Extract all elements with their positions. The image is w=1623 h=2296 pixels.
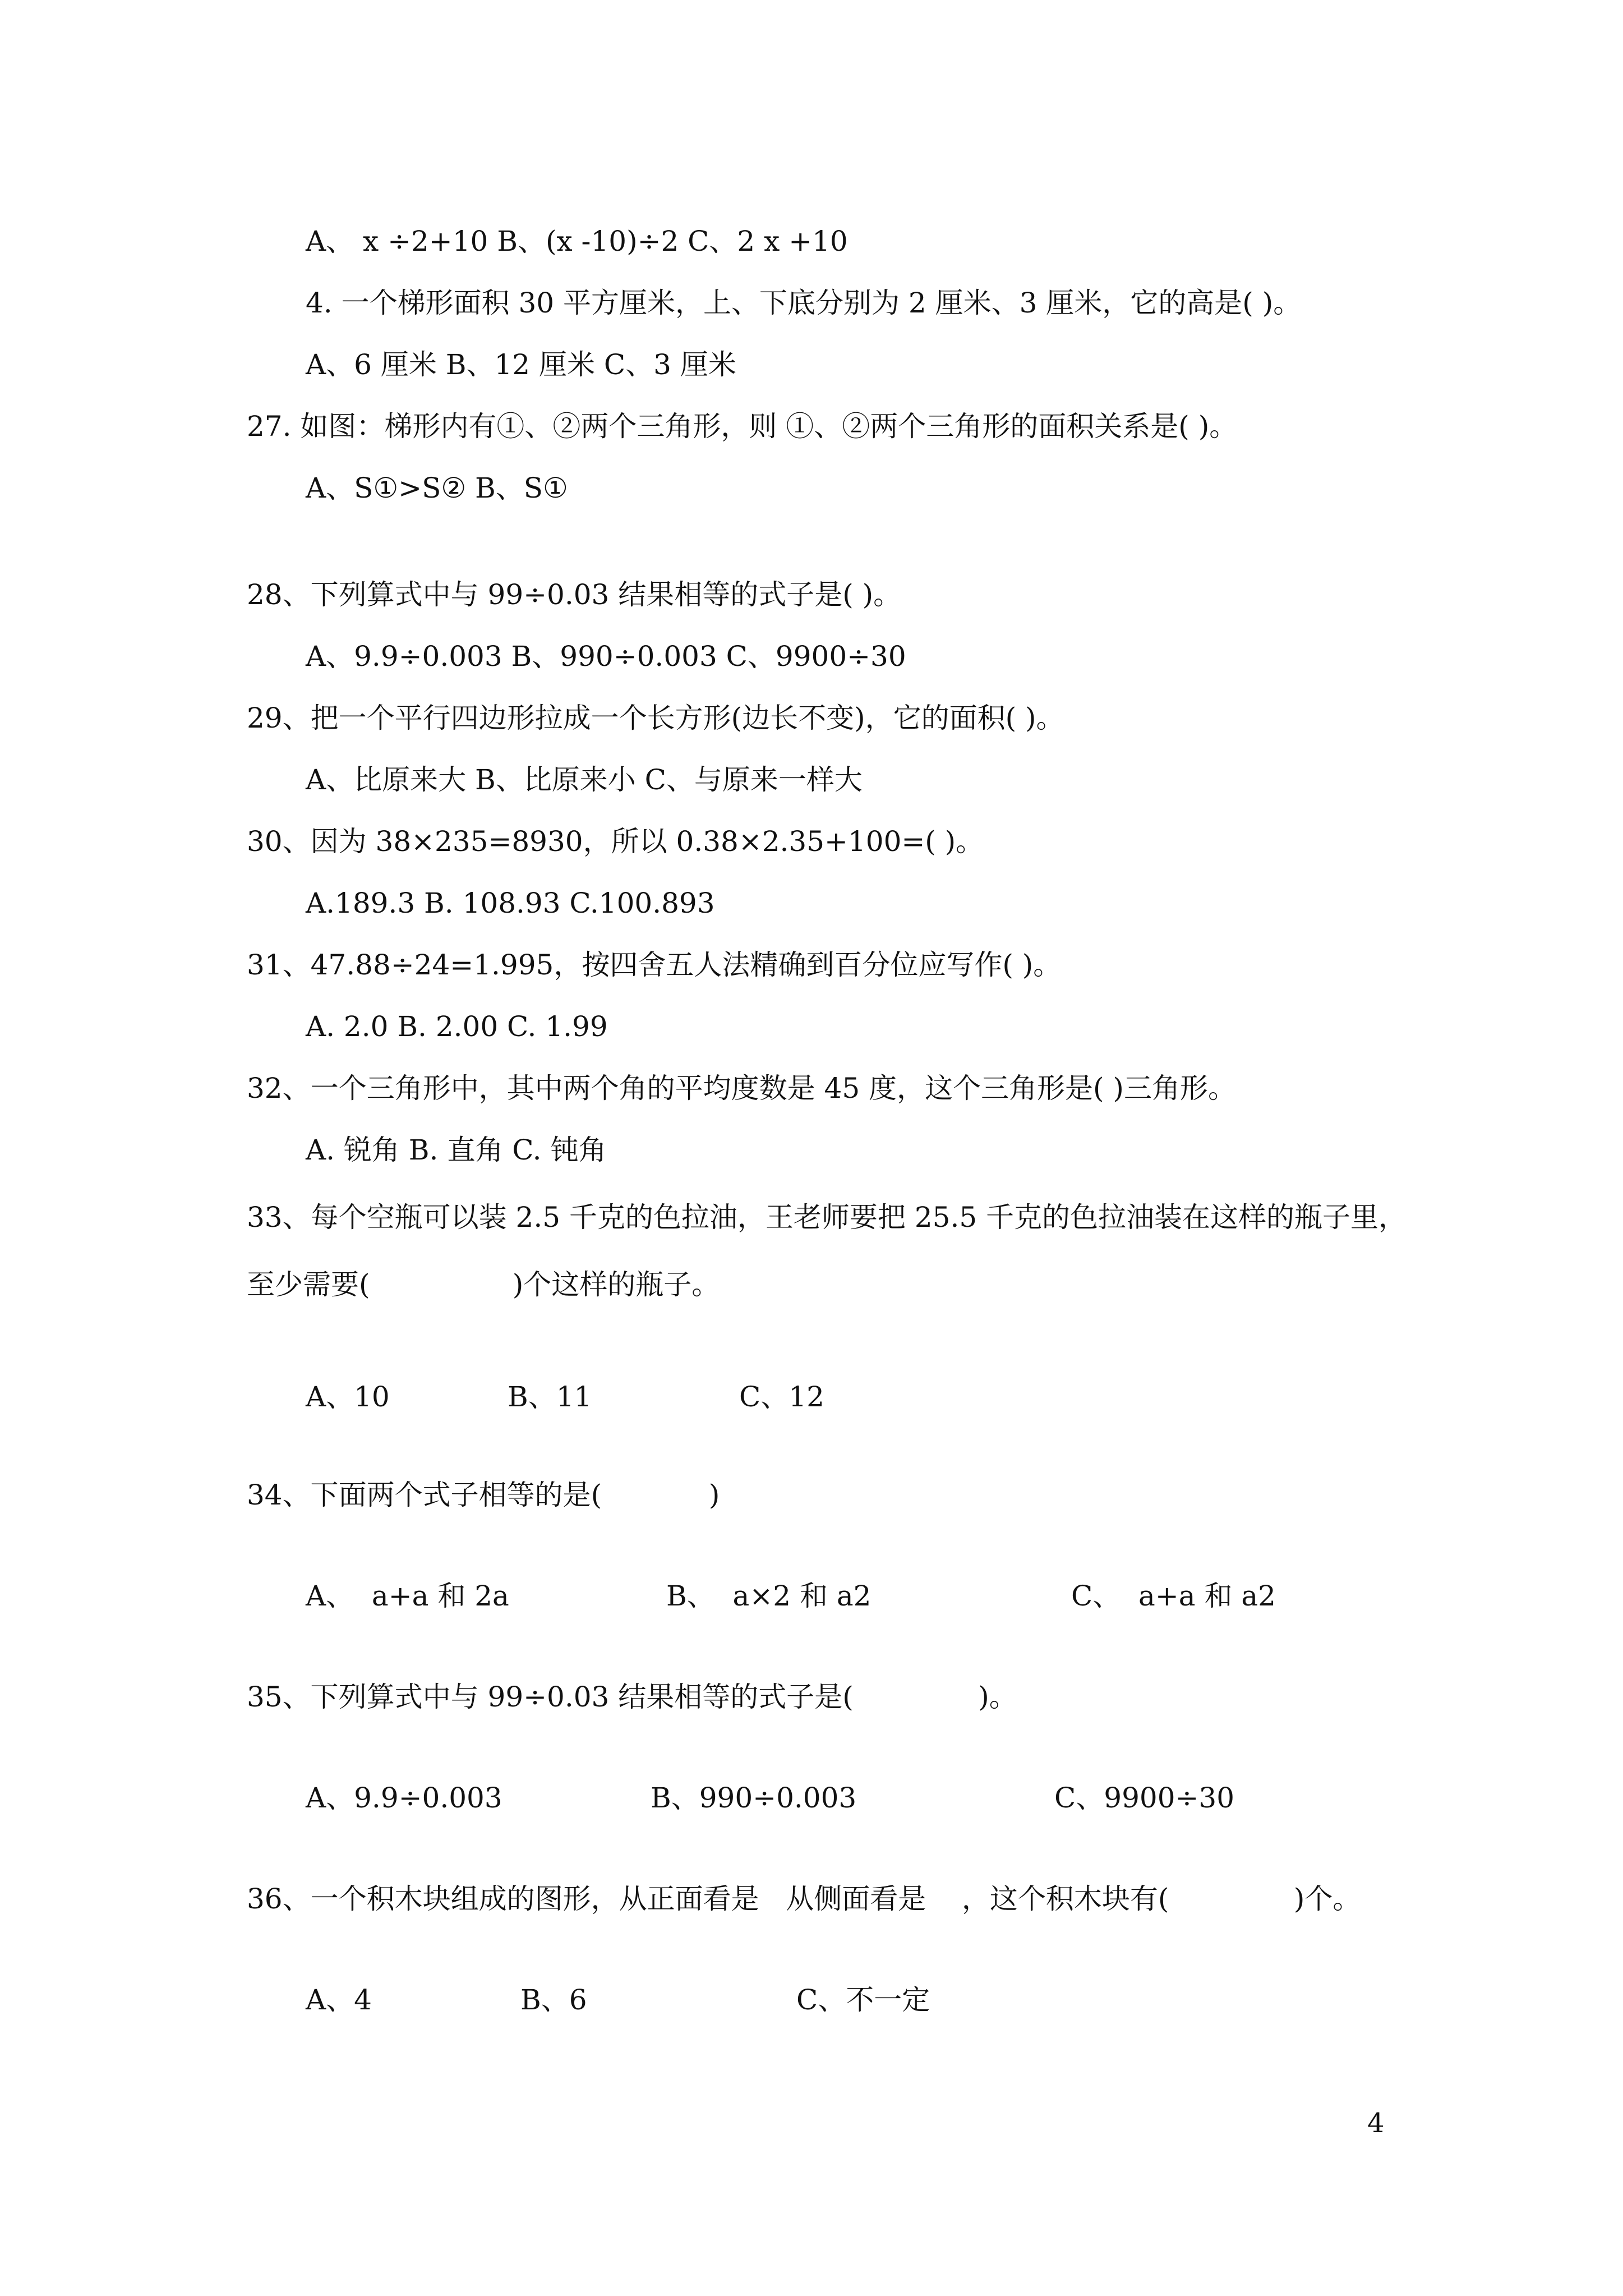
q35-option-b: B、990÷0.003 xyxy=(651,1782,857,1814)
page-number: 4 xyxy=(1367,2108,1385,2139)
q27-text: 27. 如图：梯形内有①、②两个三角形，则 ①、②两个三角形的面积关系是( )。 xyxy=(247,410,1238,443)
q33-text: 33、每个空瓶可以装 2.5 千克的色拉油，王老师要把 25.5 千克的色拉油装在这样的瓶子里， xyxy=(247,1201,1407,1234)
q34-option-b: B、 a×2 和 a2 xyxy=(666,1580,872,1612)
q36-option-a: A、4 xyxy=(306,1984,372,2016)
q34-option-c: C、 a+a 和 a2 xyxy=(1071,1580,1276,1612)
q34-option-a: A、 a+a 和 2a xyxy=(306,1580,509,1612)
q35-text: 35、下列算式中与 99÷0.03 结果相等的式子是( )。 xyxy=(247,1681,1017,1713)
q29-options: A、比原来大 B、比原来小 C、与原来一样大 xyxy=(306,763,863,796)
q32-options: A. 锐角 B. 直角 C. 钝角 xyxy=(306,1134,607,1166)
q33-option-b: B、11 xyxy=(508,1381,592,1413)
q35-option-a: A、9.9÷0.003 xyxy=(306,1782,502,1814)
q4-options: A、6 厘米 B、12 厘米 C、3 厘米 xyxy=(306,348,736,381)
q28-text: 28、下列算式中与 99÷0.03 结果相等的式子是( )。 xyxy=(247,578,902,611)
q36-option-b: B、6 xyxy=(520,1984,587,2016)
q32-text: 32、一个三角形中，其中两个角的平均度数是 45 度，这个三角形是( )三角形。 xyxy=(247,1072,1236,1105)
q33-option-c: C、12 xyxy=(739,1381,824,1413)
q29-text: 29、把一个平行四边形拉成一个长方形(边长不变)，它的面积( )。 xyxy=(247,702,1064,734)
q33-option-a: A、10 xyxy=(306,1381,390,1413)
q30-text: 30、因为 38×235=8930，所以 0.38×2.35+100=( )。 xyxy=(247,825,984,858)
q36-text: 36、一个积木块组成的图形，从正面看是 从侧面看是 ，这个积木块有( )个。 xyxy=(247,1883,1361,1915)
q30-options: A.189.3 B. 108.93 C.100.893 xyxy=(306,887,715,919)
q3-options: A、 x ÷2+10 B、(x -10)÷2 C、2 x +10 xyxy=(306,225,848,257)
q31-options: A. 2.0 B. 2.00 C. 1.99 xyxy=(306,1010,608,1043)
q4-text: 4. 一个梯形面积 30 平方厘米，上、下底分别为 2 厘米、3 厘米，它的高是( )。 xyxy=(306,287,1302,319)
q28-options: A、9.9÷0.003 B、990÷0.003 C、9900÷30 xyxy=(306,640,906,673)
q35-option-c: C、9900÷30 xyxy=(1054,1782,1235,1814)
q27-options: A、S①>S② B、S① xyxy=(306,472,568,504)
q33-text-continued: 至少需要( )个这样的瓶子。 xyxy=(247,1268,720,1301)
q31-text: 31、47.88÷24=1.995，按四舍五人法精确到百分位应写作( )。 xyxy=(247,949,1062,981)
q34-text: 34、下面两个式子相等的是( ) xyxy=(247,1479,720,1511)
q36-option-c: C、不一定 xyxy=(796,1984,930,2016)
